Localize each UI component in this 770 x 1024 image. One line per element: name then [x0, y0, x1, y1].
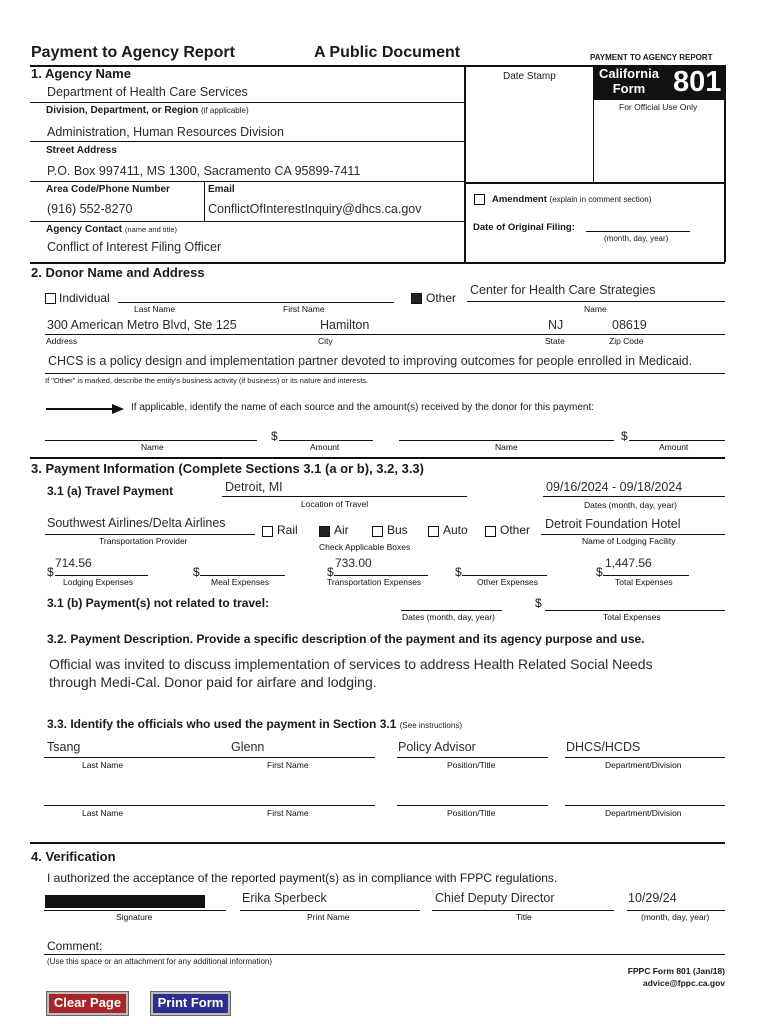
- official-1-position-caption: Position/Title: [447, 760, 496, 770]
- division-label: Division, Department, or Region (if applicable): [46, 105, 249, 116]
- footer-form-id: FPPC Form 801 (Jan/18) advice@fppc.ca.gov: [627, 966, 725, 988]
- official-first-name-value[interactable]: Glenn: [231, 740, 265, 754]
- payment-description-title: 3.2. Payment Description. Provide a specific description of the payment and its agency purpose and use.: [47, 632, 645, 646]
- verification-statement: I authorized the acceptance of the reported payment(s) as in compliance with FPPC regulations.: [47, 871, 558, 885]
- official-position-value[interactable]: Policy Advisor: [398, 740, 476, 754]
- official-2-last-caption: Last Name: [82, 808, 124, 818]
- city-caption: City: [318, 336, 333, 346]
- donor-city-value[interactable]: Hamilton: [320, 318, 370, 332]
- travel-dates-value[interactable]: 09/16/2024 - 09/18/2024: [546, 480, 683, 494]
- donor-state-value[interactable]: NJ: [548, 318, 564, 332]
- description-note: If "Other" is marked, describe the entity's business activity (if business) or its nature and interests.: [45, 376, 369, 385]
- travel-payment-title: 3.1 (a) Travel Payment: [47, 484, 174, 498]
- comment-note: (Use this space or an attachment for any additional information): [47, 957, 273, 966]
- date-stamp-label: Date Stamp: [503, 71, 556, 82]
- modes-caption: Check Applicable Boxes: [319, 542, 411, 552]
- street-value[interactable]: P.O. Box 997411, MS 1300, Sacramento CA 95899-7411: [47, 164, 361, 178]
- donor-zip-value[interactable]: 08619: [612, 318, 647, 332]
- source-1-dollar: $: [271, 429, 278, 443]
- mode-air-checkbox[interactable]: [319, 526, 330, 537]
- source-1-name-caption: Name: [141, 442, 164, 452]
- amendment-checkbox[interactable]: [474, 194, 485, 205]
- phone-value[interactable]: (916) 552-8270: [47, 202, 133, 216]
- lodging-facility-value[interactable]: Detroit Foundation Hotel: [545, 517, 681, 531]
- mode-auto-checkbox[interactable]: [428, 526, 439, 537]
- badge-label: California Form: [599, 66, 659, 96]
- lodging-expenses-caption: Lodging Expenses: [63, 577, 133, 587]
- dates-caption: Dates (month, day, year): [584, 500, 677, 510]
- nontravel-dates-caption: Dates (month, day, year): [402, 612, 495, 622]
- meal-expenses-caption: Meal Expenses: [211, 577, 270, 587]
- section-2-title: 2. Donor Name and Address: [31, 265, 205, 280]
- source-instruction: If applicable, identify the name of each source and the amount(s) received by the donor for this payment:: [131, 402, 595, 413]
- print-name-caption: Print Name: [307, 912, 350, 922]
- other-expenses-dollar: $: [455, 565, 462, 579]
- street-label: Street Address: [46, 145, 117, 156]
- original-filing-label: Date of Original Filing:: [473, 222, 575, 233]
- official-use-label: For Official Use Only: [619, 102, 698, 112]
- transportation-expenses-caption: Transportation Expenses: [327, 577, 422, 587]
- address-caption: Address: [46, 336, 78, 346]
- official-2-dept-caption: Department/Division: [605, 808, 682, 818]
- individual-checkbox[interactable]: [45, 293, 56, 304]
- email-label: Email: [208, 184, 235, 195]
- total-expenses-caption: Total Expenses: [615, 577, 673, 587]
- phone-label: Area Code/Phone Number: [46, 184, 170, 195]
- division-value[interactable]: Administration, Human Resources Division: [47, 125, 284, 139]
- mode-other-label: Other: [500, 523, 531, 537]
- last-name-caption: Last Name: [134, 304, 176, 314]
- lodging-facility-caption: Name of Lodging Facility: [582, 536, 676, 546]
- section-3-title: 3. Payment Information (Complete Sections 3.1 (a or b), 3.2, 3.3): [31, 461, 424, 476]
- public-document-label: A Public Document: [314, 44, 461, 61]
- lodging-expenses-value[interactable]: 714.56: [55, 556, 92, 570]
- location-caption: Location of Travel: [301, 499, 369, 509]
- agency-name-value[interactable]: Department of Health Care Services: [47, 85, 248, 99]
- meal-dollar: $: [193, 565, 200, 579]
- official-1-first-caption: First Name: [267, 760, 309, 770]
- section-1-title: 1. Agency Name: [31, 66, 131, 81]
- form-badge: [593, 65, 725, 100]
- other-expenses-caption: Other Expenses: [477, 577, 538, 587]
- mode-bus-label: Bus: [387, 523, 408, 537]
- page-title: Payment to Agency Report: [31, 44, 235, 61]
- donor-description-value[interactable]: CHCS is a policy design and implementation partner devoted to improving outcomes for people enrolled in Medicaid.: [48, 354, 693, 368]
- contact-value[interactable]: Conflict of Interest Filing Officer: [47, 240, 222, 254]
- contact-label: Agency Contact (name and title): [46, 224, 178, 235]
- signer-title-value[interactable]: Chief Deputy Director: [435, 891, 555, 905]
- print-name-value[interactable]: Erika Sperbeck: [242, 891, 327, 905]
- total-expenses-value[interactable]: 1,447.56: [605, 556, 652, 570]
- other-checkbox[interactable]: [411, 293, 422, 304]
- redacted-signature: [45, 895, 205, 908]
- mode-bus-checkbox[interactable]: [372, 526, 383, 537]
- transportation-dollar: $: [327, 565, 334, 579]
- donor-name-caption: Name: [584, 304, 607, 314]
- payment-description-line-2[interactable]: through Medi-Cal. Donor paid for airfare and lodging.: [49, 674, 377, 690]
- signature-caption: Signature: [116, 912, 153, 922]
- donor-address-value[interactable]: 300 American Metro Blvd, Ste 125: [47, 318, 237, 332]
- first-name-caption: First Name: [283, 304, 325, 314]
- mode-other-checkbox[interactable]: [485, 526, 496, 537]
- official-2-first-caption: First Name: [267, 808, 309, 818]
- date-caption: (month, day, year): [641, 912, 710, 922]
- mode-air-label: Air: [334, 523, 349, 537]
- payment-description-line-1[interactable]: Official was invited to discuss implementation of services to address Health Related Social Needs: [49, 656, 653, 672]
- clear-page-button[interactable]: Clear Page: [47, 992, 128, 1015]
- individual-label: Individual: [59, 291, 110, 305]
- amendment-label: Amendment (explain in comment section): [492, 194, 652, 205]
- title-caption: Title: [516, 912, 532, 922]
- verification-date-value[interactable]: 10/29/24: [628, 891, 677, 905]
- nontravel-dollar: $: [535, 596, 542, 610]
- transportation-expenses-value[interactable]: 733.00: [335, 556, 372, 570]
- comment-label: Comment:: [47, 939, 103, 953]
- state-caption: State: [545, 336, 565, 346]
- nontravel-title: 3.1 (b) Payment(s) not related to travel:: [47, 596, 270, 610]
- official-1-dept-caption: Department/Division: [605, 760, 682, 770]
- report-label: PAYMENT TO AGENCY REPORT: [590, 53, 713, 62]
- transportation-provider-value[interactable]: Southwest Airlines/Delta Airlines: [47, 516, 226, 530]
- email-value[interactable]: ConflictOfInterestInquiry@dhcs.ca.gov: [208, 202, 422, 216]
- zip-caption: Zip Code: [609, 336, 644, 346]
- other-label: Other: [426, 291, 457, 305]
- mode-rail-label: Rail: [277, 523, 298, 537]
- source-2-dollar: $: [621, 429, 628, 443]
- provider-caption: Transportation Provider: [99, 536, 188, 546]
- donor-name-value[interactable]: Center for Health Care Strategies: [470, 283, 656, 297]
- arrow-icon: [46, 402, 126, 414]
- official-department-value[interactable]: DHCS/HCDS: [566, 740, 641, 754]
- official-2-position-caption: Position/Title: [447, 808, 496, 818]
- official-last-name-value[interactable]: Tsang: [47, 740, 81, 754]
- section-4-title: 4. Verification: [31, 849, 116, 864]
- lodging-dollar: $: [47, 565, 54, 579]
- total-dollar: $: [596, 565, 603, 579]
- source-2-name-caption: Name: [495, 442, 518, 452]
- travel-location-value[interactable]: Detroit, MI: [225, 480, 283, 494]
- print-form-button[interactable]: Print Form: [151, 992, 230, 1015]
- mode-auto-label: Auto: [443, 523, 468, 537]
- officials-title: 3.3. Identify the officials who used the payment in Section 3.1 (See instructions): [47, 717, 462, 731]
- form-number: 801: [673, 66, 722, 98]
- original-filing-caption: (month, day, year): [604, 234, 669, 243]
- nontravel-total-caption: Total Expenses: [603, 612, 661, 622]
- mode-rail-checkbox[interactable]: [262, 526, 273, 537]
- source-2-amount-caption: Amount: [659, 442, 689, 452]
- source-1-amount-caption: Amount: [310, 442, 340, 452]
- official-1-last-caption: Last Name: [82, 760, 124, 770]
